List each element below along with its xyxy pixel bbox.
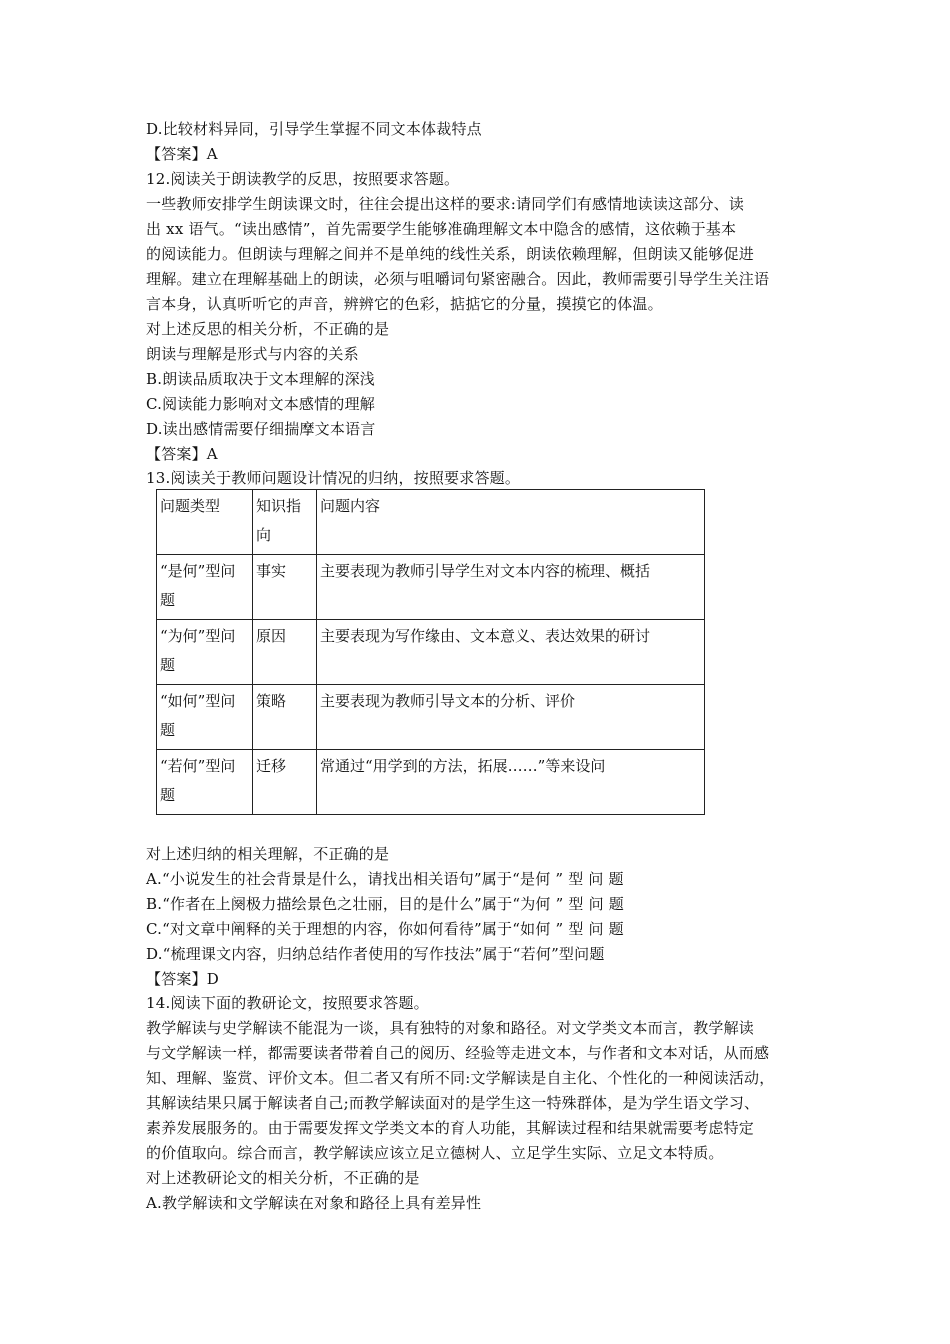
q14-passage-line: 教学解读与史学解读不能混为一谈，具有独特的对象和路径。对文学类文本而言，教学解读 [146,1019,755,1037]
q14-passage-line: 与文学解读一样，都需要读者带着自己的阅历、经验等走进文本，与作者和文本对话，从而感 [146,1044,770,1062]
q12-passage-line: 理解。建立在理解基础上的朗读，必须与咀嚼词句紧密融合。因此，教师需要引导学生关注语 [146,270,770,288]
q13-option: A.“小说发生的社会背景是什么，请找出相关语句”属于“是何 ” 型 问 题 [146,870,624,888]
table-cell: 主要表现为教师引导学生对文本内容的梳理、概括 [317,555,705,620]
table-cell: 事实 [253,555,317,620]
q14-passage-line: 的价值取向。综合而言，教学解读应该立足立德树人、立足学生实际、立足文本特质。 [146,1144,724,1162]
table-cell: 常通过“用学到的方法，拓展……”等来设问 [317,750,705,815]
q13-option: B.“作者在上阕极力描绘景色之壮丽，目的是什么”属于“为何 ” 型 问 题 [146,895,624,913]
q12-answer: 【答案】A [146,445,218,463]
q14-question: 对上述教研论文的相关分析，不正确的是 [146,1169,420,1187]
q14-passage-line: 素养发展服务的。由于需要发挥文学类文本的育人功能，其解读过程和结果就需要考虑特定 [146,1119,755,1137]
table-cell: 迁移 [253,750,317,815]
q11-option-d: D.比较材料异同，引导学生掌握不同文本体裁特点 [146,120,482,138]
q14-passage-line: 其解读结果只属于解读者自己;而教学解读面对的是学生这一特殊群体，是为学生语文学习、 [146,1094,760,1112]
q14-option: A.教学解读和文学解读在对象和路径上具有差异性 [146,1194,482,1212]
table-cell: “如何”型问题 [157,685,253,750]
table-row [157,685,705,750]
table-cell: “为何”型问题 [157,620,253,685]
table-header-row [157,490,705,555]
q12-title: 12.阅读关于朗读教学的反思，按照要求答题。 [146,170,460,188]
table-cell: 原因 [253,620,317,685]
table-cell: “是何”型问题 [157,555,253,620]
q13-option: D.“梳理课文内容，归纳总结作者使用的写作技法”属于“若何”型问题 [146,945,605,963]
q14-title: 14.阅读下面的教研论文，按照要求答题。 [146,994,429,1012]
q13-question: 对上述归纳的相关理解，不正确的是 [146,845,390,863]
q12-option: C.阅读能力影响对文本感情的理解 [146,395,375,413]
table-cell: 主要表现为写作缘由、文本意义、表达效果的研讨 [317,620,705,685]
table-cell: 策略 [253,685,317,750]
q12-passage-line: 的阅读能力。但朗读与理解之间并不是单纯的线性关系，朗读依赖理解，但朗读又能够促进 [146,245,755,263]
table-row [157,750,705,815]
table-header-cell: 知识指向 [253,490,317,555]
q12-option: B.朗读品质取决于文本理解的深浅 [146,370,375,388]
q12-question: 对上述反思的相关分析，不正确的是 [146,320,390,338]
table-cell: “若何”型问题 [157,750,253,815]
q13-option: C.“对文章中阐释的关于理想的内容，你如何看待”属于“如何 ” 型 问 题 [146,920,624,938]
table-header-cell: 问题类型 [157,490,253,555]
q12-passage-line: 言本身，认真听听它的声音，辨辨它的色彩，掂掂它的分量，摸摸它的体温。 [146,295,663,313]
q13-answer: 【答案】D [146,970,220,988]
q11-answer: 【答案】A [146,145,218,163]
table-cell: 主要表现为教师引导文本的分析、评价 [317,685,705,750]
table-row [157,555,705,620]
q14-passage-line: 知、理解、鉴赏、评价文本。但二者又有所不同:文学解读是自主化、个性化的一种阅读活动， [146,1069,775,1087]
q12-option: 朗读与理解是形式与内容的关系 [146,345,359,363]
q12-passage-line: 出 xx 语气。“读出感情”，首先需要学生能够准确理解文本中隐含的感情，这依赖于基本 [146,220,737,238]
question-design-table [156,489,705,815]
table-header-cell: 问题内容 [317,490,705,555]
table-row [157,620,705,685]
q12-option: D.读出感情需要仔细揣摩文本语言 [146,420,376,438]
q13-title: 13.阅读关于教师问题设计情况的归纳，按照要求答题。 [146,469,521,487]
q12-passage-line: 一些教师安排学生朗读课文时，往往会提出这样的要求:请同学们有感情地读读这部分、读 [146,195,745,213]
